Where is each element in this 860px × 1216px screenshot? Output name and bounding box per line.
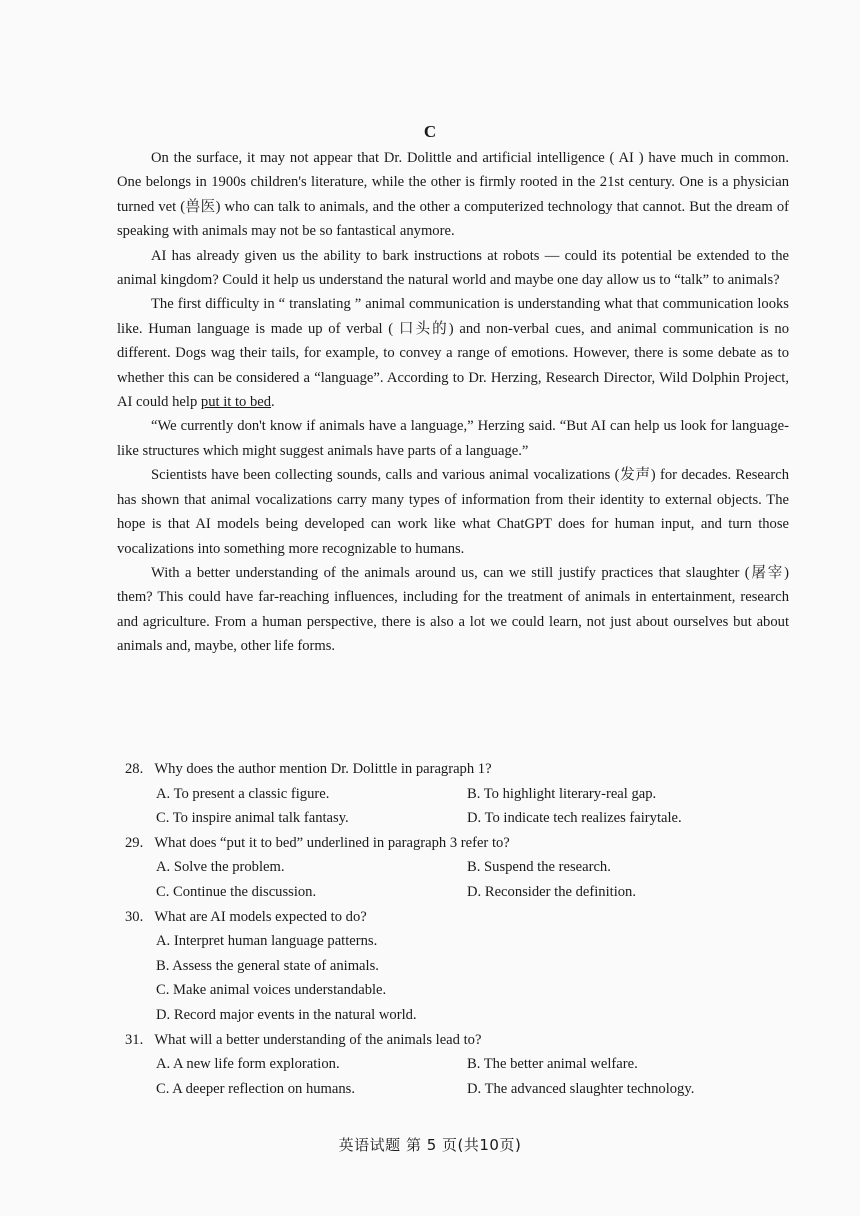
page-footer: 英语试题 第 5 页(共10页) (338, 1136, 522, 1154)
question-29 (125, 831, 789, 905)
question-number: 29. (125, 834, 144, 851)
option-b: B. Suspend the research. (467, 859, 611, 876)
underlined-phrase: put it to bed (200, 394, 272, 411)
option-d: D. Reconsider the definition. (467, 883, 637, 900)
question-number: 31. (125, 1031, 144, 1048)
option-c: C. A deeper reflection on humans. (156, 1080, 355, 1097)
option-d: D. The advanced slaughter technology. (467, 1080, 695, 1097)
option-c: C. Make animal voices understandable. (156, 982, 387, 999)
reading-passage (117, 146, 789, 659)
option-b: B. The better animal welfare. (467, 1056, 638, 1073)
question-30 (125, 905, 789, 1028)
option-a: A. Solve the problem. (156, 859, 285, 876)
option-a: A. A new life form exploration. (156, 1056, 340, 1073)
paragraph-2: AI has already given us the ability to bark instructions at robots — could its potential be extended to the animal kingdom? Could it help us understand the natural world and maybe one day allow us to “talk” to animals? (117, 247, 789, 289)
paragraph-6: With a better understanding of the animals around us, can we still justify practices that slaughter (屠宰) them? This could have far-reaching influences, including for the treatment of animals in entertainment, research and agriculture. From a human perspective, there is also a lot we could learn, not just about ourselves but about animals and, maybe, other life forms. (117, 564, 789, 655)
question-stem: What are AI models expected to do? (154, 908, 367, 925)
question-31 (125, 1028, 789, 1102)
option-c: C. Continue the discussion. (156, 883, 317, 900)
option-c: C. To inspire animal talk fantasy. (156, 810, 349, 827)
option-b: B. Assess the general state of animals. (156, 957, 379, 974)
paragraph-5: Scientists have been collecting sounds, calls and various animal vocalizations (发声) for decades. Research has shown that animal vocalizations carry many types of information from their identity to external objects. The hope is that AI models being developed can work like what ChatGPT does for human input, and turn those vocalizations into something more recognizable to humans. (117, 467, 789, 557)
option-a: A. To present a classic figure. (156, 785, 330, 802)
question-number: 30. (125, 908, 144, 925)
question-stem: What will a better understanding of the animals lead to? (154, 1031, 482, 1048)
section-letter: C (423, 122, 437, 141)
option-d: D. To indicate tech realizes fairytale. (467, 810, 682, 827)
option-a: A. Interpret human language patterns. (156, 933, 378, 950)
option-b: B. To highlight literary-real gap. (467, 785, 657, 802)
paragraph-3: The first difficulty in “ translating ” animal communication is understanding what that communication looks like. Human language is made up of verbal ( 口头的) and non-verbal cues, and animal communication is no different. Dogs wag their tails, for example, to convey a range of emotions. However, there is some debate as to whether this can be considered a “language”. According to Dr. Herzing, Research Director, Wild Dolphin Project, AI could help put it to bed. (117, 296, 789, 411)
option-d: D. Record major events in the natural world. (156, 1006, 417, 1023)
paragraph-1: On the surface, it may not appear that Dr. Dolittle and artificial intelligence ( AI ) have much in common. One belongs in 1900s children's literature, while the other is firmly rooted in the 21st century. One is a physician turned vet (兽医) who can talk to animals, and the other a computerized technology that cannot. But the dream of speaking with animals may not be so fantastical anymore. (117, 150, 789, 240)
question-number: 28. (125, 761, 144, 777)
question-list (125, 757, 789, 1101)
question-28 (125, 757, 789, 831)
question-stem: Why does the author mention Dr. Dolittle in paragraph 1? (154, 761, 492, 777)
paragraph-4: “We currently don't know if animals have a language,” Herzing said. “But AI can help us look for language-like structures which might suggest animals have parts of a language.” (117, 418, 789, 459)
question-stem: What does “put it to bed” underlined in paragraph 3 refer to? (154, 834, 510, 851)
